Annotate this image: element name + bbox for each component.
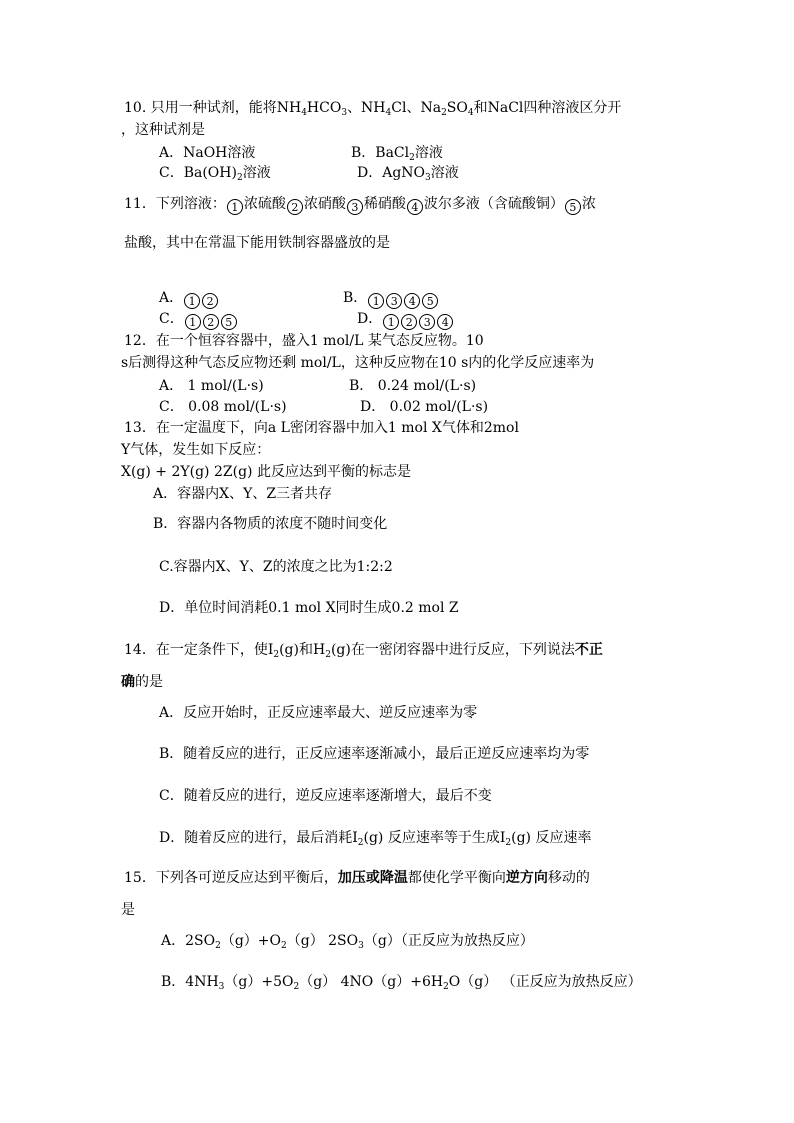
q11-option-a: A． 1 2 [159, 289, 219, 309]
q13-option-c: C.容器内X、Y、Z的浓度之比为1:2:2 [159, 559, 393, 575]
q15-option-b: B．$4NH_3(g)+5O_2(g)$ $4NO(g)+6H_2O(g)$ （正反应为放热反应） [161, 974, 642, 992]
q10-stem-line1: 10. 只用一种试剂，能将$NH_4HCO_3$、$NH_4Cl$、$Na_2SO_4$和NaCl四种溶液区分开 [124, 100, 622, 118]
circled-number-4: 4 [404, 293, 420, 309]
q13-stem-line2: Y气体，发生如下反应： [121, 442, 271, 458]
q13-option-d: D．单位时间消耗0.1 mol X同时生成0.2 mol Z [159, 600, 459, 616]
q13-option-b: B．容器内各物质的浓度不随时间变化 [153, 516, 388, 532]
q11-option-d: D． 1 2 3 4 [357, 310, 454, 330]
circled-number-3: 3 [419, 314, 435, 330]
q11-stem-line2: 盐酸，其中在常温下能用铁制容器盛放的是 [124, 235, 390, 251]
circled-number-2: 2 [203, 314, 219, 330]
circled-number-1: 1 [368, 293, 384, 309]
q13-stem-line3: X(g) + 2Y(g) 2Z(g) 此反应达到平衡的标志是 [121, 464, 411, 480]
circled-number-1: 1 [383, 314, 399, 330]
q14-stem-line1: 14．在一定条件下，使$I_2(g)$和$H_2(g)$在一密闭容器中进行反应，下列说法不正 [124, 642, 603, 660]
q14-option-a: A．反应开始时，正反应速率最大、逆反应速率为零 [159, 705, 478, 721]
circled-number-5: 5 [422, 293, 438, 309]
circled-number-5: 5 [221, 314, 237, 330]
q12-option-b: B． 0.24 mol/(L·s) [349, 378, 477, 394]
circled-number-1: 1 [184, 293, 200, 309]
q15-stem-line1: 15．下列各可逆反应达到平衡后，加压或降温都使化学平衡向逆方向移动的 [124, 870, 590, 886]
q11-option-c: C． 1 2 5 [159, 310, 238, 330]
circled-number-1: 1 [227, 199, 243, 215]
q10-option-d: D．AgNO$_3$溶液 [357, 165, 459, 183]
circled-number-1: 1 [185, 314, 201, 330]
q12-option-a: A． 1 mol/(L·s) [159, 378, 264, 394]
q12-stem-line2: s后测得这种气态反应物还剩 mol/L，这种反应物在10 s内的化学反应速率为 [121, 355, 595, 371]
circled-number-2: 2 [287, 199, 303, 215]
circled-number-3: 3 [386, 293, 402, 309]
q12-option-d: D． 0.02 mol/(L·s) [360, 399, 489, 415]
q10-option-b: B．BaCl$_2$溶液 [351, 145, 443, 163]
circled-number-2: 2 [401, 314, 417, 330]
q12-stem-line1: 12．在一个恒容容器中，盛入1 mol/L 某气态反应物。10 [124, 333, 484, 349]
q14-stem-line2: 确的是 [121, 674, 163, 690]
q13-option-a: A．容器内X、Y、Z三者共存 [153, 486, 333, 502]
circled-number-2: 2 [202, 293, 218, 309]
q10-option-a: A．NaOH溶液 [159, 145, 256, 161]
q10-stem-line2: ，这种试剂是 [121, 122, 205, 138]
q11-stem-line1: 11．下列溶液： 1 浓硫酸 2 浓硝酸 3 稀硝酸 4 波尔多液（含硫酸铜） 5 浓 [124, 196, 596, 214]
q13-stem-line1: 13．在一定温度下，向a L密闭容器中加入1 mol X气体和2mol [124, 420, 519, 436]
q14-option-c: C．随着反应的进行，逆反应速率逐渐增大，最后不变 [159, 788, 492, 804]
circled-number-3: 3 [347, 199, 363, 215]
q14-option-b: B．随着反应的进行，正反应速率逐渐减小，最后正逆反应速率均为零 [159, 746, 590, 762]
q12-option-c: C． 0.08 mol/(L·s) [159, 399, 287, 415]
circled-number-4: 4 [437, 314, 453, 330]
q11-option-b: B． 1 3 4 5 [343, 289, 439, 309]
q15-stem-line2: 是 [121, 902, 135, 918]
q15-option-a: A．$2SO_2(g)+O_2(g)$ $2SO_3(g)$（正反应为放热反应） [161, 933, 534, 951]
q14-option-d: D．随着反应的进行，最后消耗$I_2(g)$ 反应速率等于生成$I_2(g)$ 反应速率 [159, 830, 592, 848]
q10-option-c: C．$Ba(OH)_2$溶液 [159, 165, 271, 183]
circled-number-4: 4 [407, 199, 423, 215]
circled-number-5: 5 [565, 199, 581, 215]
